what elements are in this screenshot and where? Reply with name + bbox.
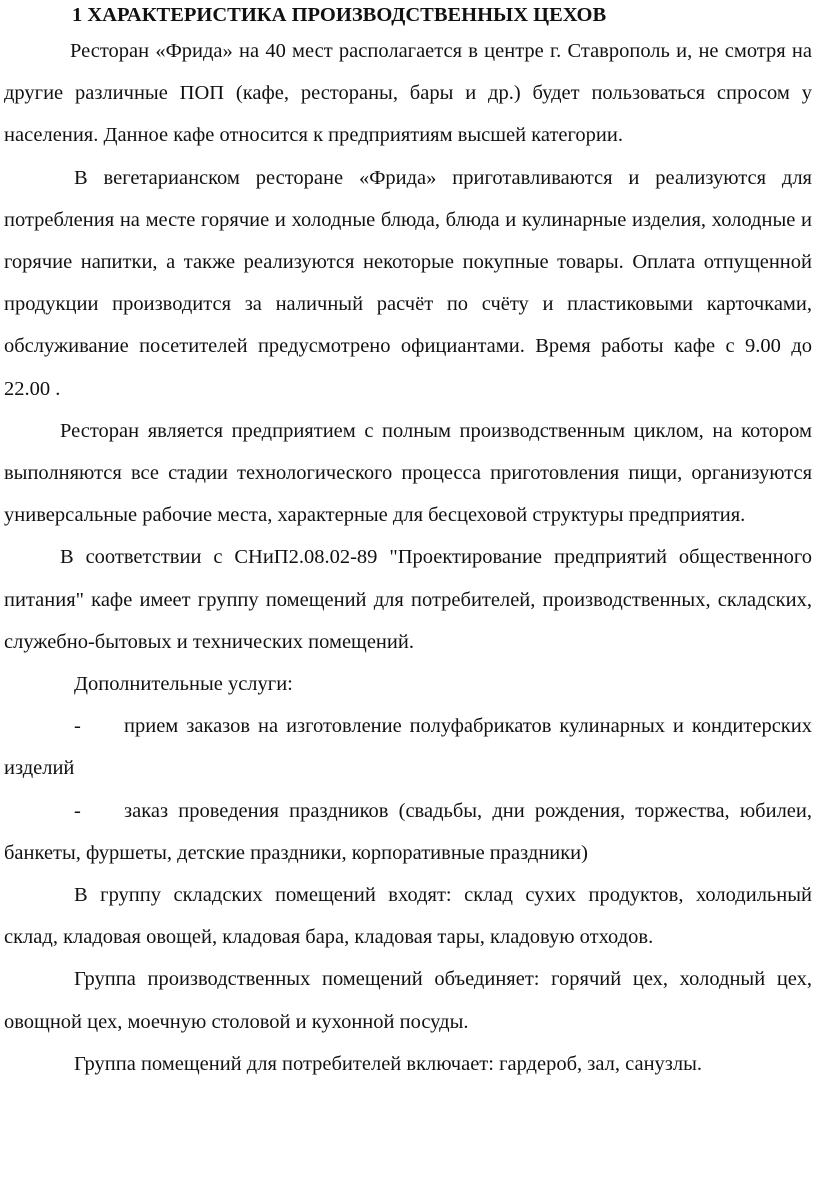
section-heading: 1 ХАРАКТЕРИСТИКА ПРОИЗВОДСТВЕННЫХ ЦЕХОВ <box>72 4 607 26</box>
list-item <box>4 790 812 874</box>
list-dash: - <box>74 715 81 738</box>
list-item-text: прием заказов на изготовление полуфабрикатов кулинарных и кондитерских изделий <box>4 715 812 780</box>
paragraph-production-rooms: Группа производственных помещений объединяет: горячий цех, холодный цех, овощной цех, моечную столовой и кухонной посуды. <box>4 968 812 1033</box>
list-item <box>4 705 812 789</box>
paragraph-products: В вегетарианском ресторане «Фрида» приготавливаются и реализуются для потребления на месте горячие и холодные блюда, блюда и кулинарные изделия, холодные и горячие напитки, а также реализуются некоторые покупные товары. Оплата отпущенной продукции производится за наличный расчёт по счёту и пластиковыми карточками, обслуживание посетителей предусмотрено официантами. Время работы кафе с 9.00 до 22.00 . <box>4 166 812 400</box>
paragraph-location: Ресторан «Фрида» на 40 мест располагается в центре г. Ставрополь и, не смотря на другие различные ПОП (кафе, рестораны, бары и др.) будет пользоваться спросом у населения. Данное кафе относится к предприятиям высшей категории. <box>4 40 812 147</box>
list-dash: - <box>74 799 81 822</box>
paragraph-production-cycle: Ресторан является предприятием с полным производственным циклом, на котором выполняются все стадии технологического процесса приготовления пищи, организуются универсальные рабочие места, характерные для бесцеховой структуры предприятия. <box>4 419 812 527</box>
paragraph-consumer-rooms: Группа помещений для потребителей включает: гардероб, зал, санузлы. <box>74 1052 703 1075</box>
paragraph-snip: В соответствии с СНиП2.08.02-89 "Проектирование предприятий общественного питания" кафе имеет группу помещений для потребителей, производственных, складских, служебно-бытовых и технических помещений. <box>4 546 812 653</box>
paragraph-storage: В группу складских помещений входят: склад сухих продуктов, холодильный склад, кладовая овощей, кладовая бара, кладовая тары, кладовую отходов. <box>4 884 812 949</box>
paragraph-services-title: Дополнительные услуги: <box>74 673 293 696</box>
list-item-text: заказ проведения праздников (свадьбы, дни рождения, торжества, юбилеи, банкеты, фуршеты, детские праздники, корпоративные праздники) <box>4 799 812 864</box>
